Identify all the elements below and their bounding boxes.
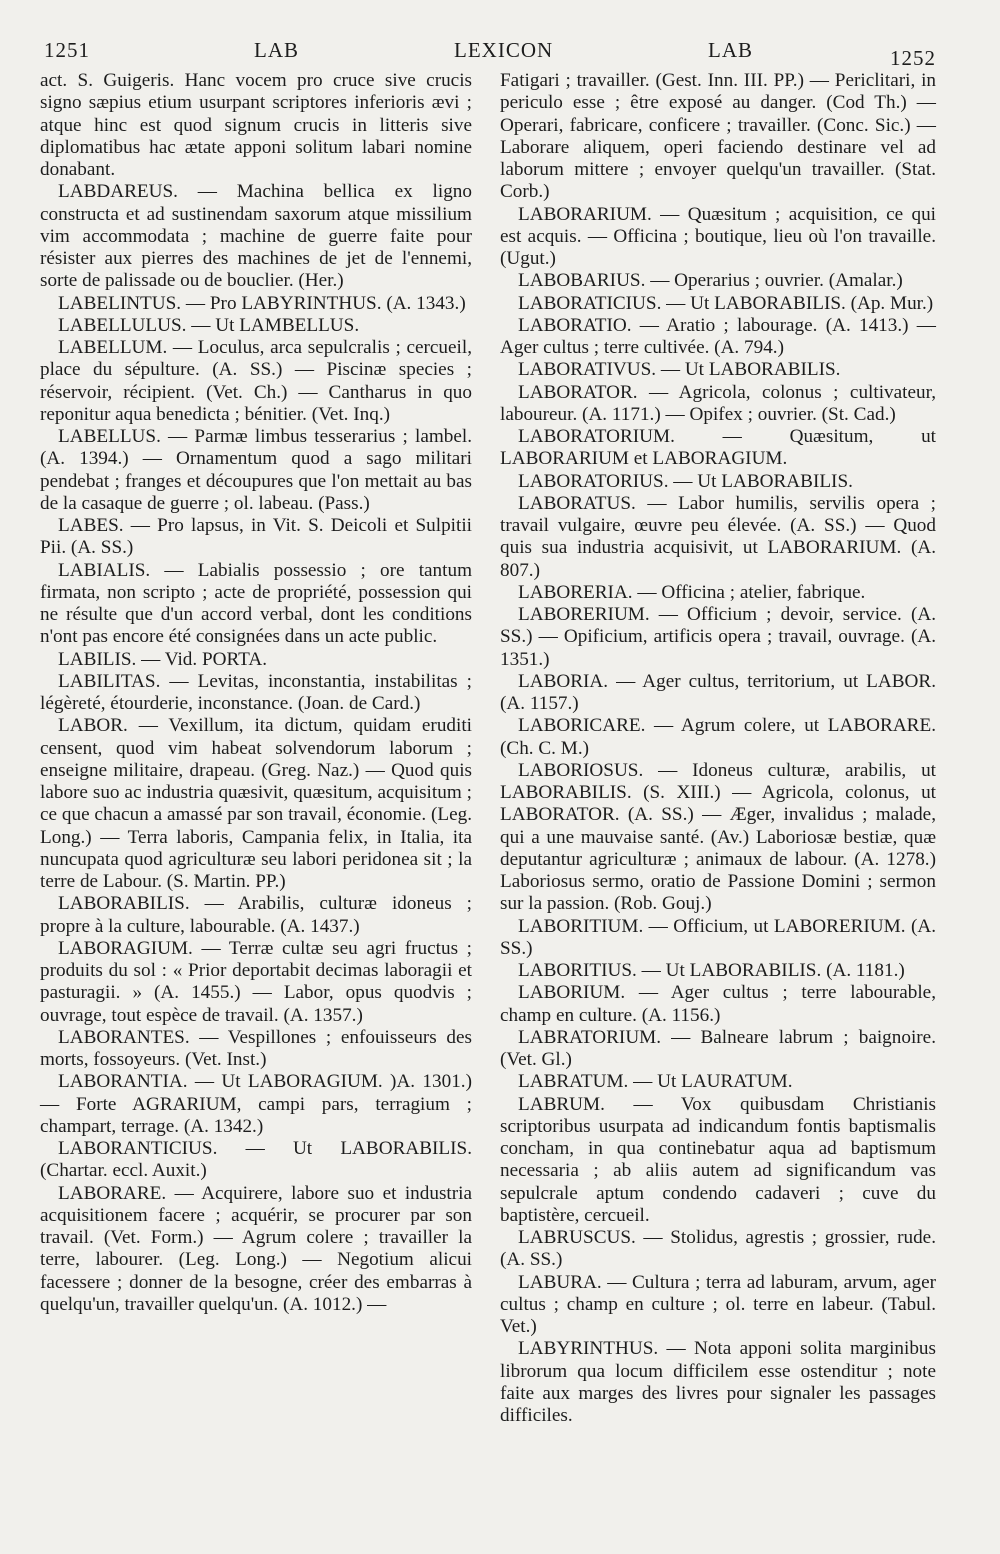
dictionary-entry: act. S. Guigeris. Hanc vocem pro cruce sive crucis signo sæpius etium usurpant scriptores inferioris ævi ; atque hinc est quod signum crucis in litteris sive diplomatibus hac ætate apponi solitum labari nomine donabant. bbox=[40, 70, 472, 180]
dictionary-entry: LABORANTIA. — Ut LABORAGIUM. )A. 1301.) — Forte AGRARIUM, campi pars, terragium ; champart, terrage. (A. 1342.) bbox=[40, 1071, 472, 1137]
dictionary-entry: LABIALIS. — Labialis possessio ; ore tantum firmata, non scripto ; acte de propriété, possession qui ne résulte que d'un accord verbal, dont les conditions n'ont pas encore été consignées dans un acte public. bbox=[40, 559, 472, 648]
page-number-right: 1252 bbox=[890, 46, 936, 70]
dictionary-entry: LABORIOSUS. — Idoneus culturæ, arabilis, ut LABORABILIS. (S. XIII.) — Agricola, colonus, ut LABORATOR. (A. SS.) — Æger, invalidus ; malade, qui a une mauvaise santé. (Av.) Laboriosæ bestiæ, quæ deputantur agriculturæ ; animaux de labour. (A. 1278.) Laboriosus sermo, oratio de Passione Domini ; sermon sur la passion. (Rob. Gouj.) bbox=[500, 759, 936, 915]
dictionary-entry: LABORANTICIUS. — Ut LABORABILIS. (Chartar. eccl. Auxit.) bbox=[40, 1138, 472, 1182]
dictionary-entry: LABELLUM. — Loculus, arca sepulcralis ; cercueil, place du sépulture. (A. SS.) — Piscinæ species ; réservoir, récipient. (Vet. Ch.) — Cantharus in quo reponitur aqua benedicta ; bénitier. (Vet. Inq.) bbox=[40, 337, 472, 425]
dictionary-entry: LABORICARE. — Agrum colere, ut LABORARE. (Ch. C. M.) bbox=[500, 715, 936, 759]
dictionary-entry: LABORIUM. — Ager cultus ; terre labourable, champ en culture. (A. 1156.) bbox=[500, 982, 936, 1026]
dictionary-entry: LABORIA. — Ager cultus, territorium, ut LABOR. (A. 1157.) bbox=[500, 670, 936, 714]
dictionary-entry: LABORATUS. — Labor humilis, servilis opera ; travail vulgaire, œuvre peu élevée. (A. SS.) — Quod quis sua industria acquisivit, ut LABORARIUM. (A. 807.) bbox=[500, 492, 936, 581]
dictionary-entry: LABORARIUM. — Quæsitum ; acquisition, ce qui est acquis. — Officina ; boutique, lieu où l'on travaille. (Ugut.) bbox=[500, 203, 936, 269]
lexicon-title: LEXICON bbox=[454, 38, 554, 62]
dictionary-entry: Fatigari ; travailler. (Gest. Inn. III. PP.) — Periclitari, in periculo esse ; être exposé au danger. (Cod Th.) — Operari, fabricare, conficere ; travailler. (Conc. Sic.) — Laborare aliquem, operi faciendo destinare vel ad laborum mittere ; envoyer quelqu'un travailler. (Stat. Corb.) bbox=[500, 70, 936, 203]
dictionary-entry: LABORAGIUM. — Terræ cultæ seu agri fructus ; produits du sol : « Prior deportabit decimas laboragii et pasturagii. » (A. 1455.) — Labor, opus quodvis ; ouvrage, tout espèce de travail. (A. 1357.) bbox=[40, 937, 472, 1026]
dictionary-entry: LABILIS. — Vid. PORTA. bbox=[58, 648, 268, 670]
dictionary-entry: LABORATORIUS. — Ut LABORABILIS. bbox=[518, 470, 853, 492]
dictionary-entry: LABRATUM. — Ut LAURATUM. bbox=[518, 1071, 793, 1093]
dictionary-entry: LABORABILIS. — Arabilis, culturæ idoneus ; propre à la culture, labourable. (A. 1437.) bbox=[40, 893, 472, 937]
dictionary-entry: LABELLUS. — Parmæ limbus tesserarius ; lambel. (A. 1394.) — Ornamentum quod a sago militari pendebat ; franges et découpures que l'on mettait au bas de la casaque de guerre ; ol. labeau. (Pass.) bbox=[40, 426, 472, 514]
dictionary-entry: LABORATIO. — Aratio ; labourage. (A. 1413.) — Ager cultus ; terre cultivée. (A. 794.) bbox=[500, 314, 936, 358]
page-number-left: 1251 bbox=[44, 38, 90, 62]
dictionary-entry: LABORANTES. — Vespillones ; enfouisseurs des morts, fossoyeurs. (Vet. Inst.) bbox=[40, 1026, 472, 1070]
dictionary-entry: LABRUSCUS. — Stolidus, agrestis ; grossier, rude. (A. SS.) bbox=[500, 1227, 936, 1271]
left-column bbox=[40, 70, 472, 1316]
dictionary-entry: LABDAREUS. — Machina bellica ex ligno constructa et ad sustinendam saxorum atque missilium vim accommodata ; machine de guerre faite pour résister aux pierres des machines de jet de l'ennemi, sorte de palissade ou de bouclier. (Her.) bbox=[40, 181, 472, 292]
dictionary-entry: LABRUM. — Vox quibusdam Christianis scriptoribus usurpata ad indicandum fontis baptismalis concham, in qua continebatur aqua ad baptismum necessaria ; ab aliis autem ad significandum vas sepulcrale aptum condendo cadaveri ; cuve du baptistère, cercueil. bbox=[500, 1093, 936, 1226]
dictionary-entry: LABOR. — Vexillum, ita dictum, quidam eruditi censent, quod vim habeat solvendorum laborum ; enseigne militaire, drapeau. (Greg. Naz.) — Quod quis labore suo ac industria quæsivit, quæsitum, acquisitum ; ce que chacun a amassé par son travail, économie. (Leg. Long.) — Terra laboris, Campania felix, in Italia, ita nuncupata quod agriculturæ seu labori peridonea sit ; la terre de Labour. (S. Martin. PP.) bbox=[40, 715, 472, 892]
dictionary-entry: LABORATICIUS. — Ut LABORABILIS. (Ap. Mur.) bbox=[518, 292, 934, 314]
dictionary-entry: LABELINTUS. — Pro LABYRINTHUS. (A. 1343.) bbox=[58, 292, 466, 314]
dictionary-entry: LABILITAS. — Levitas, inconstantia, instabilitas ; légèreté, étourderie, inconstance. (Joan. de Card.) bbox=[40, 670, 472, 714]
dictionary-entry: LABORATIVUS. — Ut LABORABILIS. bbox=[518, 359, 841, 381]
dictionary-entry: LABORITIUS. — Ut LABORABILIS. (A. 1181.) bbox=[518, 960, 905, 981]
dictionary-entry: LABYRINTHUS. — Nota apponi solita marginibus librorum qua locum difficilem esse ostenditur ; note faite aux marges des livres pour signaler les passages difficiles. bbox=[500, 1338, 936, 1426]
dictionary-entry: LABELLULUS. — Ut LAMBELLUS. bbox=[58, 314, 360, 336]
running-header bbox=[44, 34, 936, 70]
dictionary-entry: LABURA. — Cultura ; terra ad laburam, arvum, ager cultus ; champ en culture ; ol. terre en labeur. (Tabul. Vet.) bbox=[500, 1271, 936, 1337]
dictionary-entry: LABRATORIUM. — Balneare labrum ; baignoire. (Vet. Gl.) bbox=[500, 1026, 936, 1070]
guide-word-left: LAB bbox=[254, 38, 299, 62]
guide-word-right: LAB bbox=[708, 38, 753, 62]
dictionary-entry: LABOBARIUS. — Operarius ; ouvrier. (Amalar.) bbox=[518, 270, 903, 292]
dictionary-entry: LABORARE. — Acquirere, labore suo et industria acquisitionem facere ; acquérir, se procurer par son travail. (Vet. Form.) — Agrum colere ; travailler la terre, labourer. (Leg. Long.) — Negotium alicui facessere ; donner de la besogne, créer des embarras à quelqu'un, travailler quelqu'un. (A. 1012.) — bbox=[40, 1182, 472, 1315]
dictionary-entry: LABORATOR. — Agricola, colonus ; cultivateur, laboureur. (A. 1171.) — Opifex ; ouvrier. (St. Cad.) bbox=[500, 381, 936, 425]
dictionary-entry: LABORATORIUM. — Quæsitum, ut LABORARIUM et LABORAGIUM. bbox=[500, 426, 936, 470]
dictionary-entry: LABORITIUM. — Officium, ut LABORERIUM. (A. SS.) bbox=[500, 915, 936, 959]
dictionary-entry: LABES. — Pro lapsus, in Vit. S. Deicoli et Sulpitii Pii. (A. SS.) bbox=[40, 515, 472, 559]
dictionary-entry: LABORERIUM. — Officium ; devoir, service. (A. SS.) — Opificium, artificis opera ; travail, ouvrage. (A. 1351.) bbox=[500, 604, 936, 670]
dictionary-entry: LABORERIA. — Officina ; atelier, fabrique. bbox=[518, 581, 866, 603]
right-column bbox=[500, 70, 936, 1427]
